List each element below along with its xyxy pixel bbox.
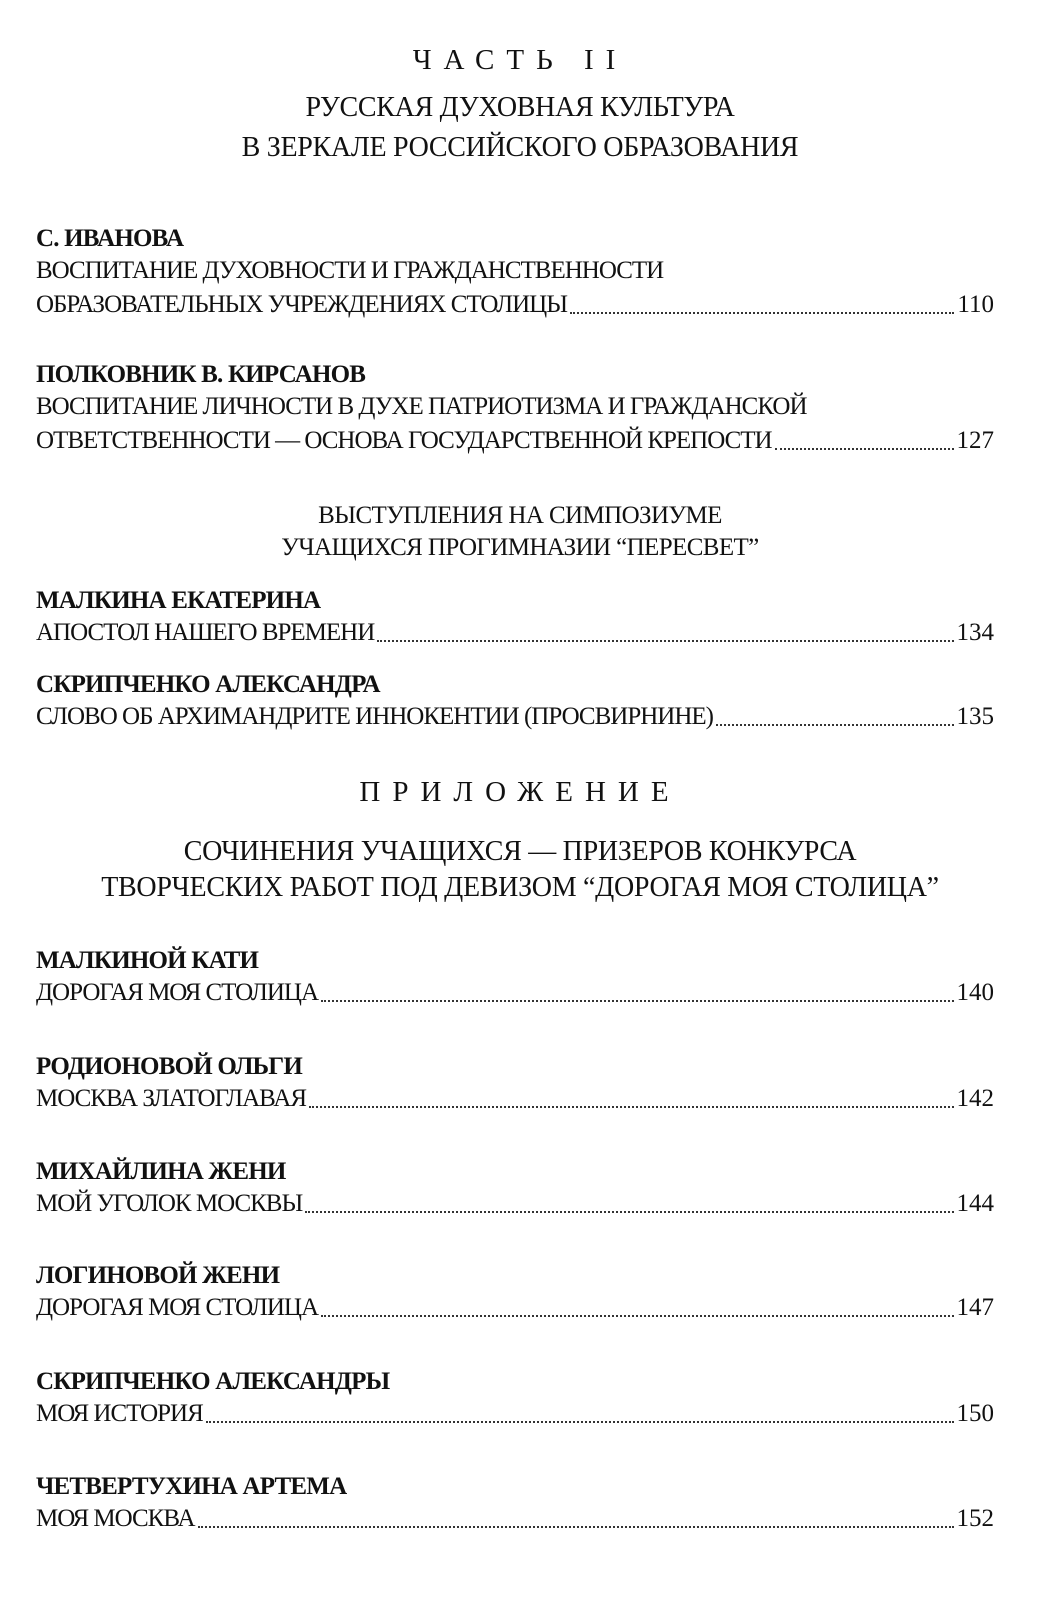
entry-title-line: ВОСПИТАНИЕ ДУХОВНОСТИ И ГРАЖДАНСТВЕННОСТИ	[36, 257, 664, 284]
entry-author: ЧЕТВЕРТУХИНА АРТЕМА	[36, 1473, 347, 1500]
part-title-line-1: РУССКАЯ ДУХОВНАЯ КУЛЬТУРА	[305, 92, 735, 123]
entry-title-line	[36, 1082, 994, 1116]
entry-author: МАЛКИНОЙ КАТИ	[36, 947, 259, 974]
dot-leader	[716, 723, 954, 726]
dot-leader	[570, 311, 954, 314]
part-title-line-2: В ЗЕРКАЛЕ РОССИЙСКОГО ОБРАЗОВАНИЯ	[241, 132, 799, 163]
dot-leader	[377, 639, 953, 642]
entry-author: СКРИПЧЕНКО АЛЕКСАНДРА	[36, 671, 380, 698]
dot-leader	[198, 1525, 954, 1528]
entry-title-text: СЛОВО ОБ АРХИМАНДРИТЕ ИННОКЕНТИИ (ПРОСВИРНИНЕ)	[36, 703, 713, 730]
toc-entry[interactable]	[36, 1472, 994, 1536]
page-number: 144	[956, 1190, 994, 1217]
entry-title-line	[36, 1187, 994, 1221]
entry-author: РОДИОНОВОЙ ОЛЬГИ	[36, 1053, 303, 1080]
entry-title-text: МОЯ ИСТОРИЯ	[36, 1400, 203, 1427]
symposium-heading-line-1: ВЫСТУПЛЕНИЯ НА СИМПОЗИУМЕ	[318, 502, 722, 529]
entry-author: С. ИВАНОВА	[36, 225, 184, 252]
entry-title-text: ДОРОГАЯ МОЯ СТОЛИЦА	[36, 979, 319, 1006]
appendix-heading-line-1: СОЧИНЕНИЯ УЧАЩИХСЯ — ПРИЗЕРОВ КОНКУРСА	[183, 836, 857, 867]
appendix-label: ПРИЛОЖЕНИЕ	[359, 776, 681, 808]
dot-leader	[206, 1420, 954, 1423]
entry-title-line	[36, 288, 994, 322]
page-number: 147	[956, 1294, 994, 1321]
entry-title-line	[36, 700, 994, 734]
page-number: 135	[956, 703, 994, 730]
page-number: 127	[956, 427, 994, 454]
entry-title-text: ОТВЕТСТВЕННОСТИ — ОСНОВА ГОСУДАРСТВЕННОЙ КРЕПОСТИ	[36, 427, 772, 454]
entry-title-line	[36, 976, 994, 1010]
symposium-heading-line-2: УЧАЩИХСЯ ПРОГИМНАЗИИ “ПЕРЕСВЕТ”	[281, 534, 759, 561]
dot-leader	[321, 1314, 953, 1317]
dot-leader	[775, 447, 954, 450]
dot-leader	[305, 1210, 953, 1213]
toc-entry[interactable]	[36, 1261, 994, 1325]
toc-entry[interactable]	[36, 360, 994, 458]
page-number: 152	[956, 1505, 994, 1532]
page-number: 150	[956, 1400, 994, 1427]
page-number: 142	[956, 1085, 994, 1112]
entry-title-text: МОЙ УГОЛОК МОСКВЫ	[36, 1190, 303, 1217]
entry-title-line: ВОСПИТАНИЕ ЛИЧНОСТИ В ДУХЕ ПАТРИОТИЗМА И ГРАЖДАНСКОЙ	[36, 393, 807, 420]
page-number: 134	[956, 619, 994, 646]
entry-title-text: ОБРАЗОВАТЕЛЬНЫХ УЧРЕЖДЕНИЯХ СТОЛИЦЫ	[36, 291, 567, 318]
part-label: ЧАСТЬ II	[412, 44, 628, 76]
entry-author: СКРИПЧЕНКО АЛЕКСАНДРЫ	[36, 1368, 390, 1395]
entry-title-text: ДОРОГАЯ МОЯ СТОЛИЦА	[36, 1294, 319, 1321]
entry-title-text: МОСКВА ЗЛАТОГЛАВАЯ	[36, 1085, 306, 1112]
toc-entry[interactable]	[36, 224, 994, 322]
dot-leader	[321, 999, 953, 1002]
toc-entry[interactable]	[36, 586, 994, 650]
page-number: 140	[956, 979, 994, 1006]
entry-title-text: АПОСТОЛ НАШЕГО ВРЕМЕНИ	[36, 619, 375, 646]
entry-title-text: МОЯ МОСКВА	[36, 1505, 195, 1532]
entry-author: ЛОГИНОВОЙ ЖЕНИ	[36, 1262, 280, 1289]
entry-title-line	[36, 1397, 994, 1431]
entry-author: МИХАЙЛИНА ЖЕНИ	[36, 1158, 286, 1185]
entry-title-line	[36, 616, 994, 650]
page-number: 110	[957, 291, 994, 318]
toc-entry[interactable]	[36, 946, 994, 1010]
appendix-heading-line-2: ТВОРЧЕСКИХ РАБОТ ПОД ДЕВИЗОМ “ДОРОГАЯ МОЯ СТОЛИЦА”	[101, 872, 939, 903]
toc-entry[interactable]	[36, 1367, 994, 1431]
entry-title-line	[36, 1291, 994, 1325]
toc-entry[interactable]	[36, 1052, 994, 1116]
entry-title-line	[36, 424, 994, 458]
toc-entry[interactable]	[36, 1157, 994, 1221]
entry-author: МАЛКИНА ЕКАТЕРИНА	[36, 587, 321, 614]
entry-title-line	[36, 1502, 994, 1536]
dot-leader	[309, 1105, 954, 1108]
toc-entry[interactable]	[36, 670, 994, 734]
entry-author: ПОЛКОВНИК В. КИРСАНОВ	[36, 361, 366, 388]
